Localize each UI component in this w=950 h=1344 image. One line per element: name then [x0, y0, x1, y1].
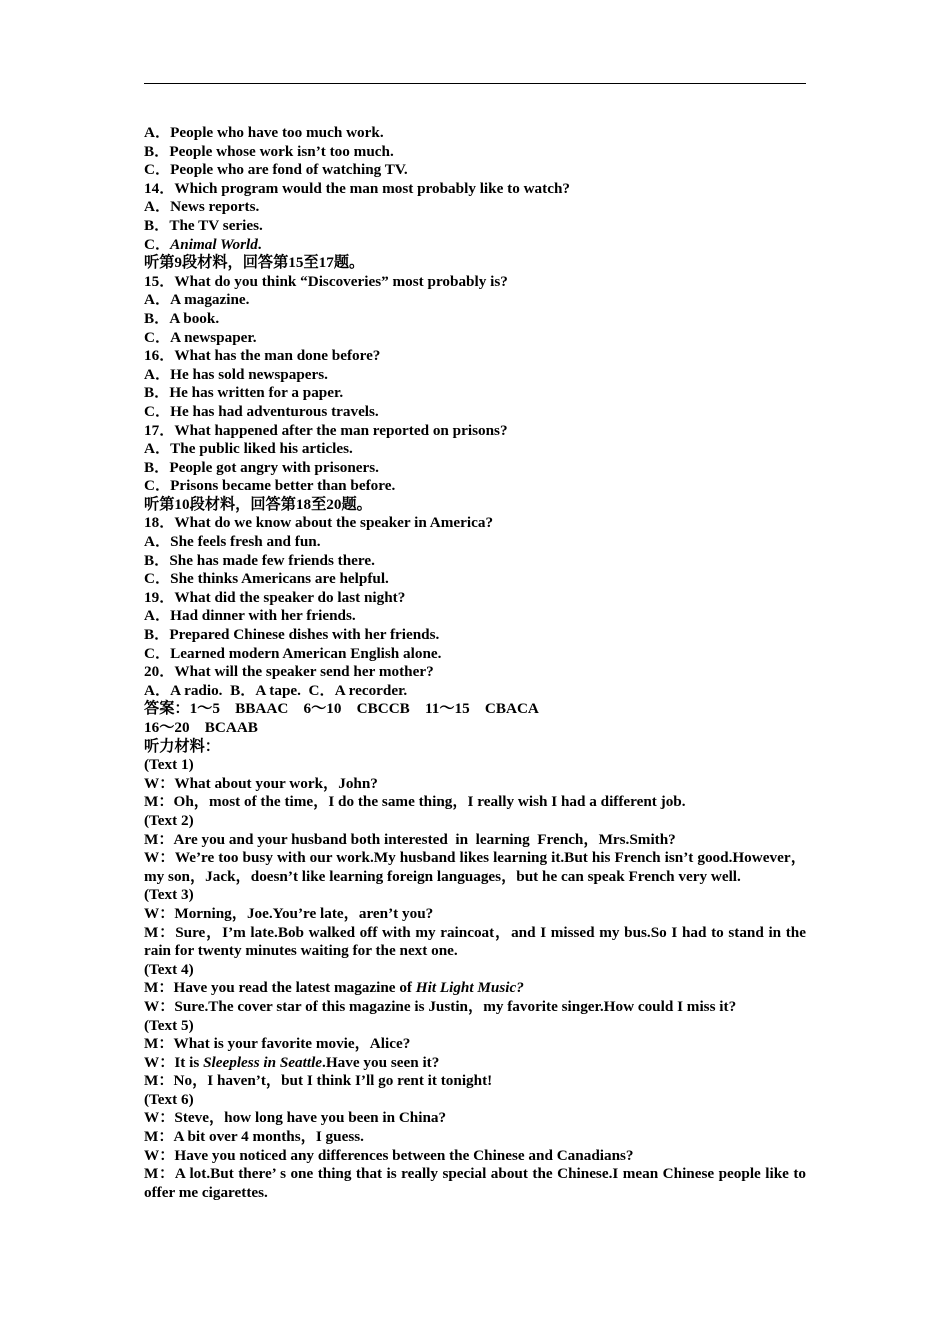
option-line: A．News reports.: [144, 198, 260, 216]
text-label: (Text 6): [144, 1090, 194, 1108]
dialogue-line: W：Have you noticed any differences between the Chinese and Canadians?: [144, 1146, 634, 1164]
question-line: 15．What do you think “Discoveries” most probably is?: [144, 272, 508, 290]
option-line: B．A book.: [144, 309, 220, 327]
document-body: [144, 124, 806, 1202]
option-line-animal-world: [144, 236, 806, 255]
dialogue-line: M：What is your favorite movie，Alice?: [144, 1035, 411, 1053]
option-line: A．The public liked his articles.: [144, 440, 353, 458]
dialogue-prefix: W：It is: [144, 1053, 204, 1071]
option-line: C．Prisons became better than before.: [144, 477, 396, 495]
option-line: B．People whose work isn’t too much.: [144, 142, 394, 160]
answer-key-line: 16～20 BCAAB: [144, 719, 258, 736]
section-instruction: 听第10段材料，回答第18至20题。: [144, 495, 372, 513]
dialogue-line-sleepless: [144, 1054, 806, 1073]
option-line: B．Prepared Chinese dishes with her friends.: [144, 626, 440, 644]
text-label: (Text 1): [144, 756, 194, 774]
option-line: C．He has had adventurous travels.: [144, 402, 379, 420]
option-line: C．People who are fond of watching TV.: [144, 161, 408, 179]
option-line: A．She feels fresh and fun.: [144, 533, 321, 551]
dialogue-line: M：Oh，most of the time，I do the same thing，I really wish I had a different job.: [144, 793, 686, 811]
question-line: 14．Which program would the man most probably like to watch?: [144, 179, 570, 197]
option-line: B．People got angry with prisoners.: [144, 458, 379, 476]
text-label: (Text 3): [144, 886, 194, 904]
dialogue-prefix: M：Have you read the latest magazine of: [144, 979, 416, 997]
dialogue-line: M：A bit over 4 months，I guess.: [144, 1128, 364, 1146]
header-rule: [144, 83, 806, 84]
option-line: C．A newspaper.: [144, 328, 257, 346]
option-line: B．The TV series.: [144, 216, 263, 234]
dialogue-line: M：Are you and your husband both interested in learning French，Mrs.Smith?: [144, 830, 676, 848]
dialogue-line-hit-light-music: [144, 979, 806, 998]
dialogue-line: M：No，I haven’t，but I think I’ll go rent it tonight!: [144, 1072, 493, 1090]
answer-key-line: 答案：1～5 BBAAC 6～10 CBCCB 11～15 CBACA: [144, 700, 539, 718]
option-line: C．She thinks Americans are helpful.: [144, 570, 389, 588]
option-line: A．He has sold newspapers.: [144, 365, 328, 383]
dialogue-line: W：Morning，Joe.You’re late，aren’t you?: [144, 904, 434, 922]
transcript-heading: 听力材料：: [144, 737, 220, 755]
option-line: A．Had dinner with her friends.: [144, 607, 356, 625]
option-prefix: C．: [144, 235, 171, 253]
text-label: (Text 4): [144, 960, 194, 978]
option-line: C．Learned modern American English alone.: [144, 644, 442, 662]
section-instruction: 听第9段材料，回答第15至17题。: [144, 254, 365, 272]
text-label: (Text 5): [144, 1016, 194, 1034]
dialogue-paragraph: M：Sure，I’m late.Bob walked off with my raincoat，and I missed my bus.So I had to stand in the rain for twenty minutes waiting for the next one.: [144, 923, 806, 960]
question-line: 18．What do we know about the speaker in America?: [144, 514, 494, 532]
italic-title: Sleepless in Seattle: [203, 1053, 323, 1071]
option-line: A．A magazine.: [144, 291, 250, 309]
question-line: 17．What happened after the man reported on prisons?: [144, 421, 508, 439]
option-suffix: .: [257, 235, 262, 253]
dialogue-line: W：What about your work，John?: [144, 774, 378, 792]
dialogue-line: W：Sure.The cover star of this magazine is Justin，my favorite singer.How could I miss it?: [144, 997, 737, 1015]
option-line: B．He has written for a paper.: [144, 384, 344, 402]
italic-title: Hit Light Music?: [415, 979, 524, 997]
option-line: A．A radio. B．A tape. C．A recorder.: [144, 681, 408, 699]
question-line: 16．What has the man done before?: [144, 347, 381, 365]
text-label: (Text 2): [144, 811, 194, 829]
italic-title: Animal World: [170, 235, 258, 253]
dialogue-suffix: .Have you seen it?: [322, 1053, 440, 1071]
option-line: A．People who have too much work.: [144, 124, 384, 141]
dialogue-paragraph: W：We’re too busy with our work.My husband likes learning it.But his French isn’t good.However，my son，Jack，doesn’t like learning foreign languages，but he can speak French very well.: [144, 849, 806, 885]
question-line: 20．What will the speaker send her mother?: [144, 663, 434, 681]
option-line: B．She has made few friends there.: [144, 551, 375, 569]
dialogue-paragraph: M：A lot.But there’ s one thing that is really special about the Chinese.I mean Chinese people like to offer me cigarettes.: [144, 1165, 806, 1201]
question-line: 19．What did the speaker do last night?: [144, 588, 406, 606]
dialogue-line: W：Steve，how long have you been in China?: [144, 1109, 447, 1127]
